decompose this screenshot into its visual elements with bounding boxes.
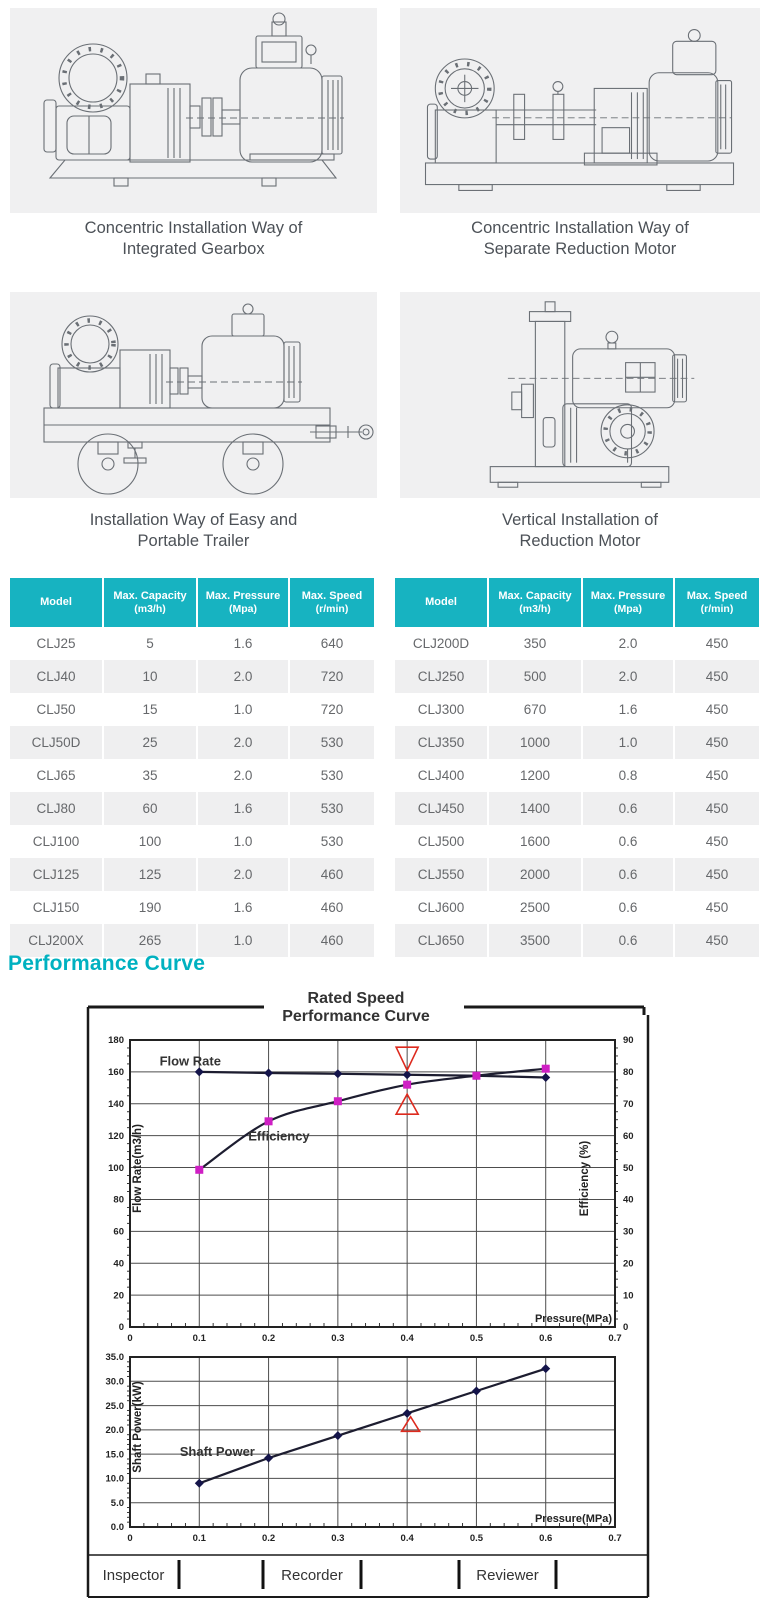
table-row <box>395 627 759 660</box>
svg-text:0.5: 0.5 <box>469 1533 484 1544</box>
table-row <box>10 759 374 792</box>
svg-text:0: 0 <box>127 1533 133 1544</box>
table-cell: 3500 <box>487 924 581 957</box>
table-cell: 450 <box>673 792 759 825</box>
svg-text:80: 80 <box>113 1194 124 1206</box>
svg-text:140: 140 <box>108 1098 124 1110</box>
table-row <box>395 825 759 858</box>
diagram-panel-separate-reduction-motor <box>400 8 760 213</box>
table-cell: 450 <box>673 891 759 924</box>
table-cell: 1.6 <box>196 891 288 924</box>
svg-text:40: 40 <box>113 1258 124 1270</box>
pump-diagram-portable-trailer <box>10 292 377 498</box>
table-cell: 25 <box>102 726 196 759</box>
svg-text:30.0: 30.0 <box>105 1376 124 1388</box>
caption-line: Portable Trailer <box>137 532 250 550</box>
table-cell: 530 <box>288 825 374 858</box>
svg-text:10.0: 10.0 <box>105 1473 124 1485</box>
col-max-capacity: Max. Capacity (m3/h) <box>487 578 581 627</box>
table-cell: 1.0 <box>196 924 288 957</box>
table-cell: 530 <box>288 792 374 825</box>
table-cell: 2.0 <box>196 858 288 891</box>
svg-text:Flow Rate(m3/h): Flow Rate(m3/h) <box>132 1124 144 1213</box>
table-cell: 2.0 <box>581 660 673 693</box>
svg-text:0.1: 0.1 <box>192 1333 206 1344</box>
table-cell: CLJ500 <box>395 825 487 858</box>
table-cell: 125 <box>102 858 196 891</box>
table-cell: 1000 <box>487 726 581 759</box>
table-cell: CLJ200D <box>395 627 487 660</box>
table-cell: 450 <box>673 660 759 693</box>
svg-text:Inspector: Inspector <box>102 1567 165 1584</box>
table-cell: 450 <box>673 693 759 726</box>
table-cell: CLJ50 <box>10 693 102 726</box>
svg-text:30: 30 <box>623 1226 634 1238</box>
table-cell: 450 <box>673 759 759 792</box>
table-cell: 670 <box>487 693 581 726</box>
caption-integrated-gearbox <box>10 218 377 260</box>
svg-text:0.5: 0.5 <box>469 1333 484 1344</box>
table-cell: 1600 <box>487 825 581 858</box>
svg-text:40: 40 <box>623 1194 634 1206</box>
svg-text:0.6: 0.6 <box>539 1533 553 1544</box>
svg-text:Recorder: Recorder <box>281 1567 343 1584</box>
table-cell: 350 <box>487 627 581 660</box>
col-max-capacity: Max. Capacity (m3/h) <box>102 578 196 627</box>
caption-vertical-installation <box>400 510 760 552</box>
table-cell: 640 <box>288 627 374 660</box>
table-cell: 1.6 <box>196 792 288 825</box>
svg-text:0.2: 0.2 <box>261 1533 276 1544</box>
table-cell: CLJ150 <box>10 891 102 924</box>
table-cell: 1400 <box>487 792 581 825</box>
table-cell: 0.6 <box>581 891 673 924</box>
table-cell: 530 <box>288 759 374 792</box>
table-cell: CLJ400 <box>395 759 487 792</box>
table-cell: 1.0 <box>196 693 288 726</box>
table-row <box>395 924 759 957</box>
table-cell: 2000 <box>487 858 581 891</box>
table-cell: 460 <box>288 858 374 891</box>
table-cell: 2.0 <box>196 726 288 759</box>
table-row <box>395 726 759 759</box>
caption-line: Concentric Installation Way of <box>471 219 689 237</box>
table-cell: CLJ80 <box>10 792 102 825</box>
table-row <box>10 825 374 858</box>
table-cell: 100 <box>102 825 196 858</box>
svg-text:Shaft Power: Shaft Power <box>179 1444 255 1460</box>
pump-diagram-integrated-gearbox <box>10 8 377 213</box>
svg-text:0.3: 0.3 <box>331 1533 345 1544</box>
pump-diagram-separate-reduction-motor <box>400 8 760 213</box>
caption-line: Reduction Motor <box>519 532 641 550</box>
caption-separate-reduction-motor <box>400 218 760 260</box>
svg-text:0.0: 0.0 <box>110 1522 124 1534</box>
table-cell: 2.0 <box>196 660 288 693</box>
table-cell: 0.6 <box>581 792 673 825</box>
table-cell: 10 <box>102 660 196 693</box>
svg-text:60: 60 <box>623 1130 634 1142</box>
table-cell: 530 <box>288 726 374 759</box>
table-cell: CLJ125 <box>10 858 102 891</box>
table-cell: 450 <box>673 726 759 759</box>
table-header-row <box>395 578 759 627</box>
svg-text:25.0: 25.0 <box>105 1400 124 1412</box>
table-row <box>395 891 759 924</box>
svg-text:160: 160 <box>108 1067 124 1079</box>
table-row <box>10 660 374 693</box>
table-cell: 1.6 <box>196 627 288 660</box>
section-heading-performance-curve: Performance Curve <box>8 952 206 975</box>
spec-table-right <box>395 578 759 957</box>
svg-text:50: 50 <box>623 1162 634 1174</box>
svg-text:10: 10 <box>623 1290 634 1302</box>
table-cell: 2.0 <box>581 627 673 660</box>
svg-text:20.0: 20.0 <box>105 1425 124 1437</box>
svg-text:80: 80 <box>623 1067 634 1079</box>
table-cell: 450 <box>673 924 759 957</box>
svg-text:0.3: 0.3 <box>331 1333 345 1344</box>
svg-text:0: 0 <box>623 1322 629 1334</box>
table-cell: 265 <box>102 924 196 957</box>
svg-text:Performance Curve: Performance Curve <box>282 1008 430 1025</box>
table-cell: 500 <box>487 660 581 693</box>
table-cell: 1200 <box>487 759 581 792</box>
table-cell: 460 <box>288 924 374 957</box>
table-row <box>395 693 759 726</box>
svg-text:100: 100 <box>108 1162 124 1174</box>
figure-frame <box>88 1007 648 1597</box>
table-cell: CLJ65 <box>10 759 102 792</box>
svg-text:0.4: 0.4 <box>400 1333 414 1344</box>
col-max-pressure: Max. Pressure (Mpa) <box>196 578 288 627</box>
table-cell: CLJ100 <box>10 825 102 858</box>
svg-text:Pressure(MPa): Pressure(MPa) <box>534 1513 612 1525</box>
table-row <box>10 891 374 924</box>
table-cell: 60 <box>102 792 196 825</box>
table-cell: 190 <box>102 891 196 924</box>
table-cell: 15 <box>102 693 196 726</box>
table-cell: CLJ550 <box>395 858 487 891</box>
svg-text:180: 180 <box>108 1035 124 1047</box>
spec-table-left <box>10 578 374 957</box>
table-row <box>10 627 374 660</box>
svg-text:120: 120 <box>108 1130 124 1142</box>
table-cell: CLJ50D <box>10 726 102 759</box>
table-cell: CLJ250 <box>395 660 487 693</box>
caption-line: Integrated Gearbox <box>122 240 265 258</box>
figure-title <box>282 990 430 1025</box>
performance-figure <box>0 985 770 1599</box>
svg-text:35.0: 35.0 <box>105 1352 124 1364</box>
caption-portable-trailer <box>10 510 377 552</box>
table-cell: 0.6 <box>581 858 673 891</box>
svg-text:90: 90 <box>623 1035 634 1047</box>
table-row <box>395 660 759 693</box>
table-cell: CLJ300 <box>395 693 487 726</box>
table-cell: 450 <box>673 825 759 858</box>
caption-line: Installation Way of Easy and <box>89 511 298 529</box>
table-row <box>10 858 374 891</box>
table-cell: 450 <box>673 858 759 891</box>
pump-diagram-vertical-installation <box>400 292 760 498</box>
table-row <box>395 858 759 891</box>
svg-text:Efficiency: Efficiency <box>248 1128 310 1144</box>
caption-line: Concentric Installation Way of <box>84 219 303 237</box>
table-cell: CLJ350 <box>395 726 487 759</box>
svg-text:0.1: 0.1 <box>192 1533 206 1544</box>
table-cell: 460 <box>288 891 374 924</box>
table-cell: CLJ450 <box>395 792 487 825</box>
table-cell: CLJ40 <box>10 660 102 693</box>
rated-speed-chart <box>108 1035 633 1344</box>
table-cell: 2.0 <box>196 759 288 792</box>
signature-row <box>88 1555 648 1589</box>
svg-text:Pressure(MPa): Pressure(MPa) <box>534 1313 612 1325</box>
table-cell: CLJ650 <box>395 924 487 957</box>
col-model: Model <box>10 578 102 627</box>
svg-text:60: 60 <box>113 1226 124 1238</box>
svg-text:Rated Speed: Rated Speed <box>307 990 405 1007</box>
svg-text:0: 0 <box>127 1333 133 1344</box>
table-header-row <box>10 578 374 627</box>
table-cell: 5 <box>102 627 196 660</box>
svg-text:0.7: 0.7 <box>608 1533 622 1544</box>
svg-text:20: 20 <box>113 1290 124 1302</box>
svg-text:0: 0 <box>118 1322 124 1334</box>
table-cell: CLJ200X <box>10 924 102 957</box>
table-cell: 2500 <box>487 891 581 924</box>
diagram-panel-vertical-installation <box>400 292 760 498</box>
table-cell: CLJ25 <box>10 627 102 660</box>
table-row <box>395 759 759 792</box>
svg-text:Shaft Power(kW): Shaft Power(kW) <box>132 1381 144 1473</box>
svg-text:0.7: 0.7 <box>608 1333 622 1344</box>
table-cell: 1.0 <box>581 726 673 759</box>
svg-text:70: 70 <box>623 1098 634 1110</box>
table-row <box>10 726 374 759</box>
table-cell: 720 <box>288 693 374 726</box>
svg-text:Flow Rate: Flow Rate <box>159 1053 221 1069</box>
col-model: Model <box>395 578 487 627</box>
table-cell: 0.8 <box>581 759 673 792</box>
col-max-pressure: Max. Pressure (Mpa) <box>581 578 673 627</box>
table-cell: 720 <box>288 660 374 693</box>
caption-line: Separate Reduction Motor <box>483 240 677 258</box>
svg-text:0.4: 0.4 <box>400 1533 414 1544</box>
svg-text:15.0: 15.0 <box>105 1449 124 1461</box>
svg-text:Reviewer: Reviewer <box>476 1567 539 1584</box>
table-cell: 1.6 <box>581 693 673 726</box>
table-row <box>10 792 374 825</box>
svg-text:20: 20 <box>623 1258 634 1270</box>
svg-text:0.6: 0.6 <box>539 1333 553 1344</box>
shaft-power-chart <box>106 1352 622 1544</box>
table-row <box>10 693 374 726</box>
table-cell: 1.0 <box>196 825 288 858</box>
table-cell: 0.6 <box>581 825 673 858</box>
table-cell: 35 <box>102 759 196 792</box>
svg-text:0.2: 0.2 <box>261 1333 276 1344</box>
diagram-panel-integrated-gearbox <box>10 8 377 213</box>
table-cell: CLJ600 <box>395 891 487 924</box>
col-max-speed: Max. Speed (r/min) <box>673 578 759 627</box>
diagram-panel-portable-trailer <box>10 292 377 498</box>
caption-line: Vertical Installation of <box>502 511 658 529</box>
table-cell: 0.6 <box>581 924 673 957</box>
svg-text:Efficiency (%): Efficiency (%) <box>579 1140 591 1217</box>
svg-text:5.0: 5.0 <box>110 1497 124 1509</box>
col-max-speed: Max. Speed (r/min) <box>288 578 374 627</box>
table-row <box>395 792 759 825</box>
table-cell: 450 <box>673 627 759 660</box>
